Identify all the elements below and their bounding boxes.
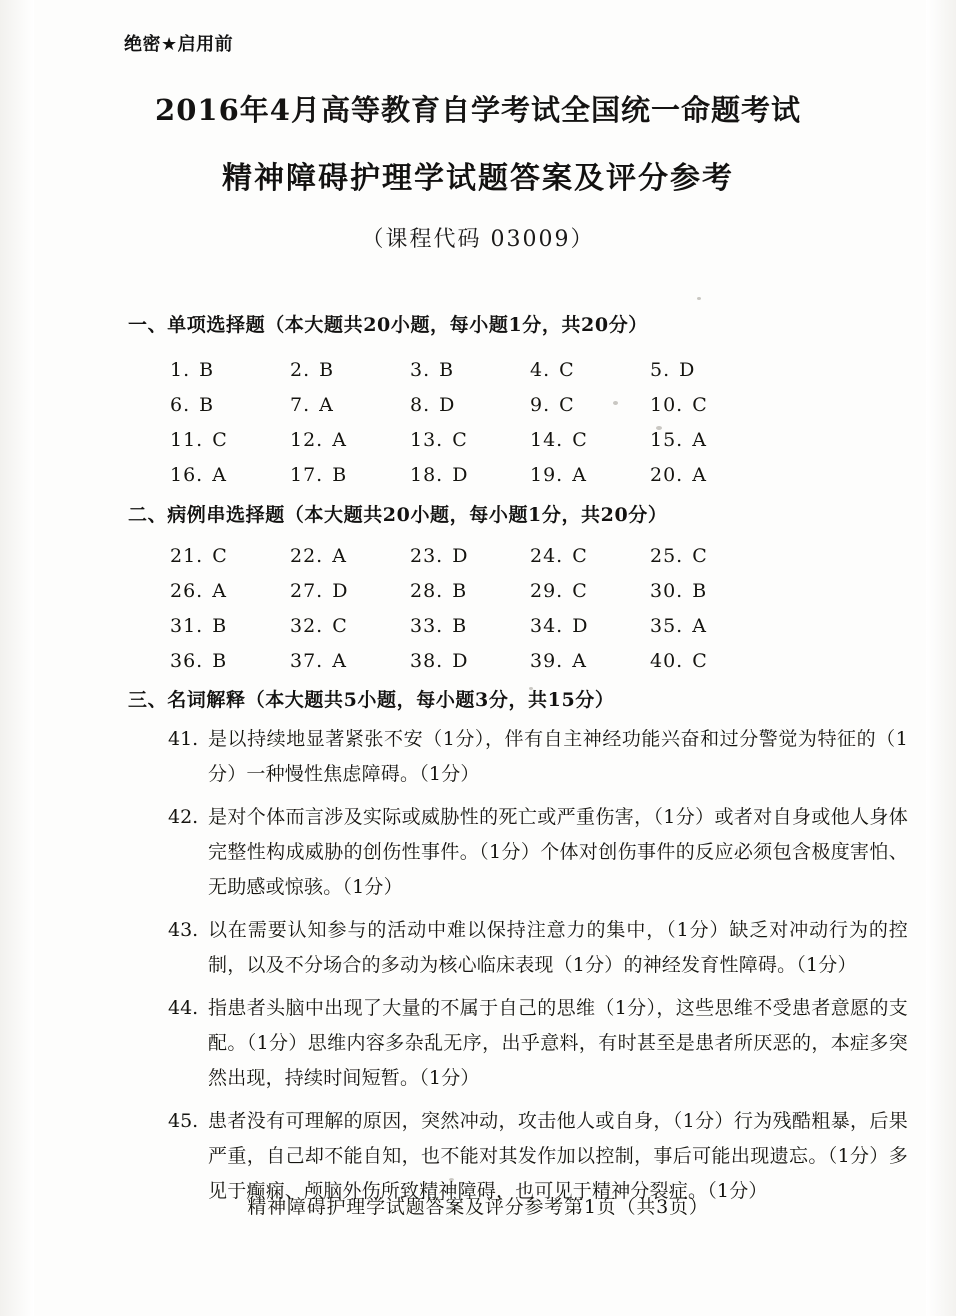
answer-letter: B: [439, 358, 455, 381]
answer-letter: D: [572, 614, 589, 637]
answer-number: 38.: [410, 649, 444, 672]
answer-letter: A: [332, 544, 347, 567]
answer-number: 24.: [530, 544, 564, 567]
answer-item: [170, 580, 290, 602]
term-explanation-item: [168, 913, 908, 983]
answer-item: [290, 464, 410, 486]
answer-number: 10.: [650, 393, 684, 416]
scan-edge-right: [926, 0, 956, 1316]
answer-row: [170, 643, 830, 678]
answer-number: 4.: [530, 358, 551, 381]
answer-item: [530, 394, 650, 416]
answer-letter: C: [212, 544, 228, 567]
section-heading-case-choice: 二、病例串选择题（本大题共20小题，每小题1分，共20分）: [128, 504, 668, 526]
answer-item: [290, 580, 410, 602]
answer-item: [530, 580, 650, 602]
answer-number: 31.: [170, 614, 204, 637]
answer-number: 16.: [170, 463, 204, 486]
answer-number: 8.: [410, 393, 431, 416]
answer-item: [650, 464, 770, 486]
answer-number: 29.: [530, 579, 564, 602]
answer-letter: B: [199, 358, 215, 381]
answer-number: 3.: [410, 358, 431, 381]
answer-item: [530, 429, 650, 451]
answer-item: [290, 650, 410, 672]
answer-number: 13.: [410, 428, 444, 451]
answer-grid-case-choice: [170, 538, 830, 678]
answer-number: 40.: [650, 649, 684, 672]
answer-letter: B: [332, 463, 348, 486]
answer-letter: C: [559, 358, 575, 381]
section-heading-terms: 三、名词解释（本大题共5小题，每小题3分，共15分）: [128, 689, 615, 711]
answer-number: 27.: [290, 579, 324, 602]
answer-letter: C: [692, 544, 708, 567]
answer-letter: A: [212, 579, 227, 602]
answer-row: [170, 422, 830, 457]
answer-letter: B: [319, 358, 335, 381]
answer-letter: D: [332, 579, 349, 602]
answer-item: [530, 650, 650, 672]
answer-letter: C: [212, 428, 228, 451]
answer-item: [650, 615, 770, 637]
answer-number: 14.: [530, 428, 564, 451]
answer-item: [410, 545, 530, 567]
term-explanation-list: [168, 722, 908, 1217]
course-code: （课程代码 03009）: [361, 227, 595, 252]
answer-item: [170, 464, 290, 486]
answer-letter: D: [452, 649, 469, 672]
answer-item: [290, 359, 410, 381]
answer-letter: B: [212, 649, 228, 672]
answer-letter: B: [199, 393, 215, 416]
answer-letter: D: [439, 393, 456, 416]
answer-letter: C: [559, 393, 575, 416]
answer-row: [170, 457, 830, 492]
answer-number: 20.: [650, 463, 684, 486]
answer-letter: A: [572, 463, 587, 486]
answer-item: [650, 545, 770, 567]
answer-item: [650, 359, 770, 381]
question-number: 45.: [168, 1110, 199, 1132]
answer-item: [410, 464, 530, 486]
answer-item: [530, 359, 650, 381]
question-answer-text: 患者没有可理解的原因，突然冲动，攻击他人或自身，（1分）行为残酷粗暴，后果严重，自己却不能自知，也不能对其发作加以控制，事后可能出现遗忘。（1分）多见于癫痫、颅脑外伤所致精神障碍，也可见于精神分裂症。（1分）: [208, 1110, 908, 1202]
answer-number: 7.: [290, 393, 311, 416]
answer-letter: A: [212, 463, 227, 486]
answer-number: 11.: [170, 428, 204, 451]
answer-letter: A: [319, 393, 334, 416]
answer-number: 33.: [410, 614, 444, 637]
answer-number: 17.: [290, 463, 324, 486]
answer-letter: D: [452, 544, 469, 567]
answer-item: [650, 650, 770, 672]
answer-number: 22.: [290, 544, 324, 567]
answer-item: [650, 429, 770, 451]
answer-item: [170, 545, 290, 567]
answer-number: 28.: [410, 579, 444, 602]
answer-number: 9.: [530, 393, 551, 416]
answer-letter: B: [692, 579, 708, 602]
answer-letter: A: [332, 428, 347, 451]
answer-item: [410, 650, 530, 672]
answer-letter: B: [452, 614, 468, 637]
page-footer: 精神障碍护理学试题答案及评分参考第1页（共3页）: [247, 1196, 709, 1218]
scan-edge-left: [0, 0, 34, 1316]
answer-item: [530, 545, 650, 567]
question-answer-text: 以在需要认知参与的活动中难以保持注意力的集中，（1分）缺乏对冲动行为的控制，以及不分场合的多动为核心临床表现（1分）的神经发育性障碍。（1分）: [208, 919, 908, 976]
answer-number: 21.: [170, 544, 204, 567]
answer-number: 12.: [290, 428, 324, 451]
answer-number: 6.: [170, 393, 191, 416]
scan-speck: [697, 297, 701, 300]
answer-number: 2.: [290, 358, 311, 381]
answer-item: [170, 429, 290, 451]
question-answer-text: 指患者头脑中出现了大量的不属于自己的思维（1分），这些思维不受患者意愿的支配。（1分）思维内容多杂乱无序，出乎意料，有时甚至是患者所厌恶的，本症多突然出现，持续时间短暂。（1分）: [208, 997, 908, 1089]
answer-item: [290, 394, 410, 416]
answer-number: 15.: [650, 428, 684, 451]
answer-row: [170, 538, 830, 573]
question-answer-text: 是以持续地显著紧张不安（1分），伴有自主神经功能兴奋和过分警觉为特征的（1分）一种慢性焦虑障碍。（1分）: [208, 728, 908, 785]
answer-item: [410, 615, 530, 637]
answer-letter: C: [572, 544, 588, 567]
answer-letter: C: [692, 393, 708, 416]
question-number: 42.: [168, 806, 199, 828]
answer-number: 36.: [170, 649, 204, 672]
answer-number: 30.: [650, 579, 684, 602]
page-title: 精神障碍护理学试题答案及评分参考: [222, 161, 734, 196]
answer-row: [170, 608, 830, 643]
question-answer-text: 是对个体而言涉及实际或威胁性的死亡或严重伤害，（1分）或者对自身或他人身体完整性构成威胁的创伤性事件。（1分）个体对创伤事件的反应必须包含极度害怕、无助感或惊骇。（1分）: [208, 806, 908, 898]
answer-letter: D: [679, 358, 696, 381]
answer-number: 39.: [530, 649, 564, 672]
answer-row: [170, 352, 830, 387]
answer-letter: A: [332, 649, 347, 672]
answer-row: [170, 573, 830, 608]
answer-item: [530, 464, 650, 486]
answer-item: [410, 580, 530, 602]
question-number: 44.: [168, 997, 199, 1019]
answer-item: [410, 359, 530, 381]
answer-letter: C: [332, 614, 348, 637]
answer-row: [170, 387, 830, 422]
answer-number: 37.: [290, 649, 324, 672]
answer-letter: C: [572, 428, 588, 451]
answer-number: 26.: [170, 579, 204, 602]
answer-letter: C: [572, 579, 588, 602]
answer-number: 1.: [170, 358, 191, 381]
question-number: 43.: [168, 919, 199, 941]
answer-item: [650, 580, 770, 602]
exam-title: 2016年4月高等教育自学考试全国统一命题考试: [155, 93, 801, 127]
answer-item: [530, 615, 650, 637]
answer-item: [290, 615, 410, 637]
answer-letter: B: [212, 614, 228, 637]
answer-letter: A: [572, 649, 587, 672]
answer-item: [410, 394, 530, 416]
term-explanation-item: [168, 800, 908, 905]
answer-item: [170, 650, 290, 672]
answer-number: 32.: [290, 614, 324, 637]
answer-number: 23.: [410, 544, 444, 567]
secret-mark: 绝密★启用前: [124, 34, 234, 55]
answer-number: 35.: [650, 614, 684, 637]
answer-letter: B: [452, 579, 468, 602]
term-explanation-item: [168, 991, 908, 1096]
answer-item: [290, 545, 410, 567]
answer-letter: A: [692, 463, 707, 486]
answer-number: 5.: [650, 358, 671, 381]
answer-letter: A: [692, 428, 707, 451]
term-explanation-item: [168, 722, 908, 792]
question-number: 41.: [168, 728, 199, 750]
answer-letter: D: [452, 463, 469, 486]
answer-letter: C: [452, 428, 468, 451]
answer-number: 34.: [530, 614, 564, 637]
answer-item: [170, 394, 290, 416]
answer-number: 18.: [410, 463, 444, 486]
answer-grid-single-choice: [170, 352, 830, 492]
answer-item: [410, 429, 530, 451]
answer-number: 25.: [650, 544, 684, 567]
answer-item: [650, 394, 770, 416]
answer-letter: A: [692, 614, 707, 637]
answer-item: [290, 429, 410, 451]
answer-letter: C: [692, 649, 708, 672]
section-heading-single-choice: 一、单项选择题（本大题共20小题，每小题1分，共20分）: [128, 314, 648, 336]
answer-item: [170, 359, 290, 381]
answer-number: 19.: [530, 463, 564, 486]
answer-item: [170, 615, 290, 637]
